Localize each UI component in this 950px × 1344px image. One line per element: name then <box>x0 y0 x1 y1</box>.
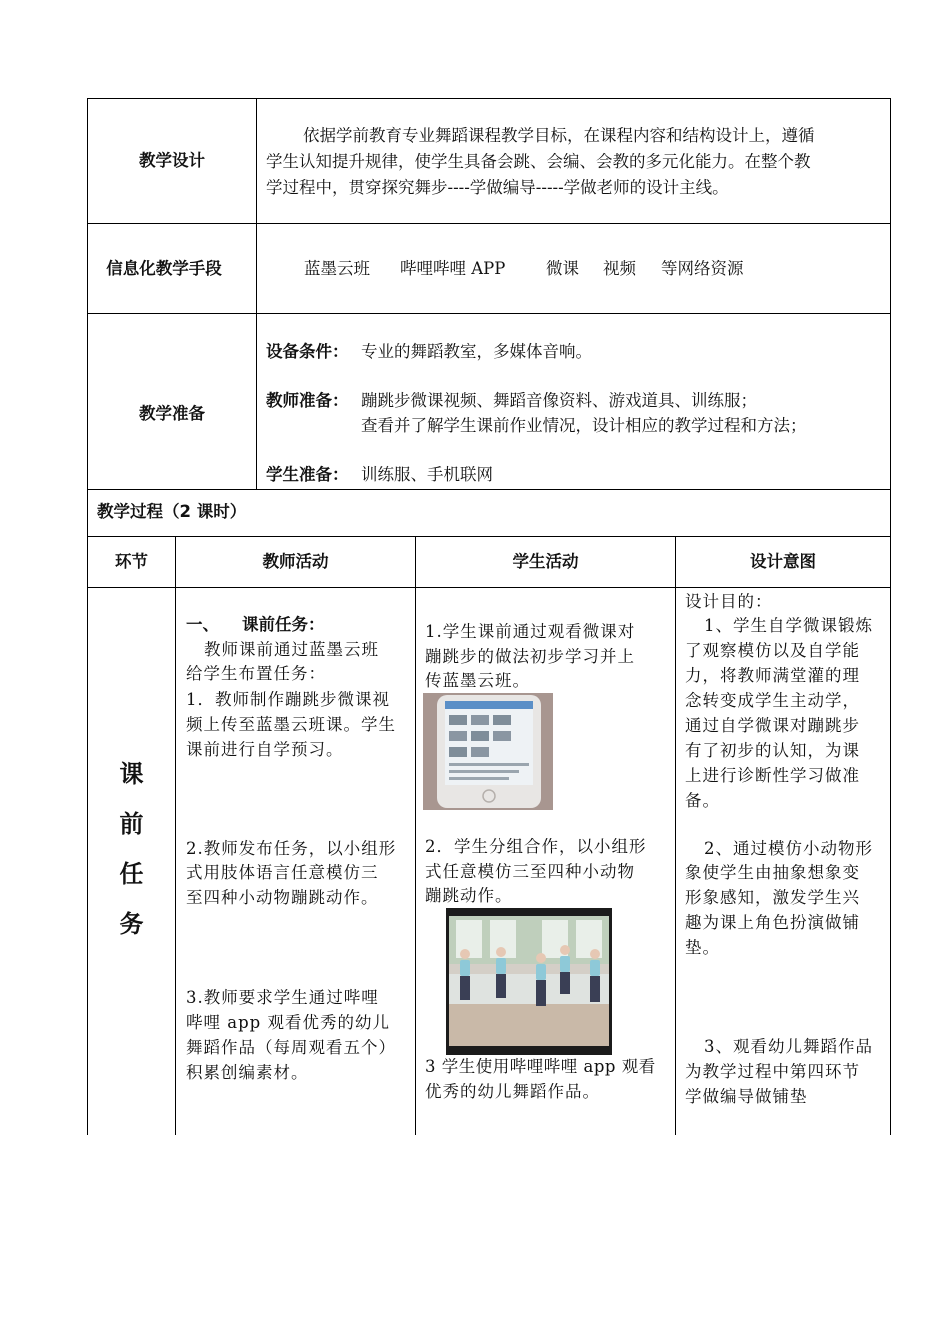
intent-item2-line: 形象感知，激发学生兴 <box>685 888 860 907</box>
info-item: 蓝墨云班 <box>304 259 370 278</box>
equipment-label: 设备条件： <box>266 342 349 361</box>
header-teacher: 教师活动 <box>262 552 329 571</box>
dance-studio-photo <box>446 908 612 1055</box>
process-title: 教学过程（2 课时） <box>97 502 247 521</box>
intent-item1-line: 有了初步的认知，为课 <box>685 741 860 760</box>
student-item1-line: 蹦跳步的做法初步学习并上 <box>425 647 635 666</box>
stage-char: 课 <box>119 760 144 788</box>
intent-item1-line: 力，将教师满堂灌的理 <box>685 666 860 685</box>
stage-char: 前 <box>119 810 144 838</box>
teacher-intro-line: 教师课前通过蓝墨云班 <box>204 640 379 659</box>
info-item: 视频 <box>603 259 636 278</box>
header-student: 学生活动 <box>512 552 579 571</box>
phone-screenshot-photo <box>423 693 553 810</box>
teacher-prep-text: 蹦跳步微课视频、舞蹈音像资料、游戏道具、训练服； <box>361 391 757 410</box>
table-border <box>87 223 891 224</box>
teacher-item2-line: 式用肢体语言任意模仿三 <box>186 863 379 882</box>
table-border <box>87 587 891 588</box>
info-item: 等网络资源 <box>661 259 744 278</box>
intent-heading: 设计目的： <box>685 592 773 611</box>
teacher-item3-line: 哔哩 app 观看优秀的幼儿 <box>186 1013 390 1032</box>
table-border <box>675 536 676 1135</box>
intent-item1-line: 念转变成学生主动学， <box>685 691 860 710</box>
table-border <box>87 489 891 490</box>
intent-item1-line: 通过自学微课对蹦跳步 <box>685 716 860 735</box>
teacher-item1-line: 课前进行自学预习。 <box>186 740 344 759</box>
table-border <box>175 536 176 1135</box>
student-item2-line: 2．学生分组合作，以小组形 <box>425 837 647 856</box>
table-border <box>87 98 891 99</box>
teacher-prep-text: 查看并了解学生课前作业情况，设计相应的教学过程和方法； <box>361 416 807 435</box>
intent-item2-line: 垫。 <box>685 938 720 957</box>
intent-item1-line: 上进行诊断性学习做准 <box>685 766 860 785</box>
table-border <box>256 98 257 489</box>
design-text-line: 学生认知提升规律，使学生具备会跳、会编、会教的多元化能力。在整个教 <box>266 152 811 171</box>
teacher-item2-line: 至四种小动物蹦跳动作。 <box>186 888 379 907</box>
student-item3-line: 优秀的幼儿舞蹈作品。 <box>425 1082 600 1101</box>
student-item3-line: 3 学生使用哔哩哔哩 app 观看 <box>425 1057 656 1076</box>
design-text-line: 学过程中，贯穿探究舞步----学做编导-----学做老师的设计主线。 <box>266 178 729 197</box>
design-text-line: 依据学前教育专业舞蹈课程教学目标，在课程内容和结构设计上，遵循 <box>303 126 815 145</box>
table-border <box>415 536 416 1135</box>
stage-char: 务 <box>119 910 144 938</box>
student-item1-line: 1.学生课前通过观看微课对 <box>425 622 636 641</box>
intent-item2-line: 趣为课上角色扮演做铺 <box>685 913 860 932</box>
table-border <box>87 98 88 1135</box>
teacher-item3-line: 积累创编素材。 <box>186 1063 309 1082</box>
teacher-heading: 课前任务： <box>242 615 325 634</box>
table-border <box>890 98 891 1135</box>
teacher-item1-line: 1．教师制作蹦跳步微课视 <box>186 690 390 709</box>
intent-item1-line: 了观察模仿以及自学能 <box>685 641 860 660</box>
stage-char: 任 <box>119 860 144 888</box>
student-item2-line: 蹦跳动作。 <box>425 886 513 905</box>
equipment-text: 专业的舞蹈教室，多媒体音响。 <box>361 342 592 361</box>
table-border <box>87 313 891 314</box>
intent-item2-line: 2、通过模仿小动物形 <box>704 839 873 858</box>
intent-item3-line: 为教学过程中第四环节 <box>685 1062 860 1081</box>
intent-item1-line: 备。 <box>685 791 720 810</box>
student-prep-text: 训练服、手机联网 <box>361 465 493 484</box>
intent-item3-line: 3、观看幼儿舞蹈作品 <box>704 1037 873 1056</box>
header-stage: 环节 <box>115 552 148 571</box>
teacher-item3-line: 3.教师要求学生通过哔哩 <box>186 988 379 1007</box>
info-label: 信息化教学手段 <box>106 259 222 278</box>
header-intent: 设计意图 <box>750 552 816 571</box>
student-item1-line: 传蓝墨云班。 <box>425 671 530 690</box>
info-item: 微课 <box>546 259 579 278</box>
teacher-item1-line: 频上传至蓝墨云班课。学生 <box>186 715 396 734</box>
intent-item2-line: 象使学生由抽象想象变 <box>685 863 860 882</box>
intent-item1-line: 1、学生自学微课锻炼 <box>704 616 873 635</box>
intent-item3-line: 学做编导做铺垫 <box>685 1087 808 1106</box>
teacher-prep-label: 教师准备： <box>266 391 349 410</box>
teacher-intro-line: 给学生布置任务： <box>186 664 326 683</box>
phone-illustration <box>423 693 553 810</box>
teacher-item2-line: 2.教师发布任务，以小组形 <box>186 839 397 858</box>
table-border <box>87 536 891 537</box>
design-label: 教学设计 <box>139 151 205 170</box>
info-item: 哔哩哔哩 APP <box>400 259 506 278</box>
student-item2-line: 式任意模仿三至四种小动物 <box>425 862 635 881</box>
student-prep-label: 学生准备： <box>266 465 349 484</box>
dancers-illustration <box>446 908 612 1055</box>
prep-label: 教学准备 <box>139 404 205 423</box>
teacher-item3-line: 舞蹈作品（每周观看五个） <box>186 1038 396 1057</box>
teacher-heading-num: 一、 <box>186 615 219 634</box>
